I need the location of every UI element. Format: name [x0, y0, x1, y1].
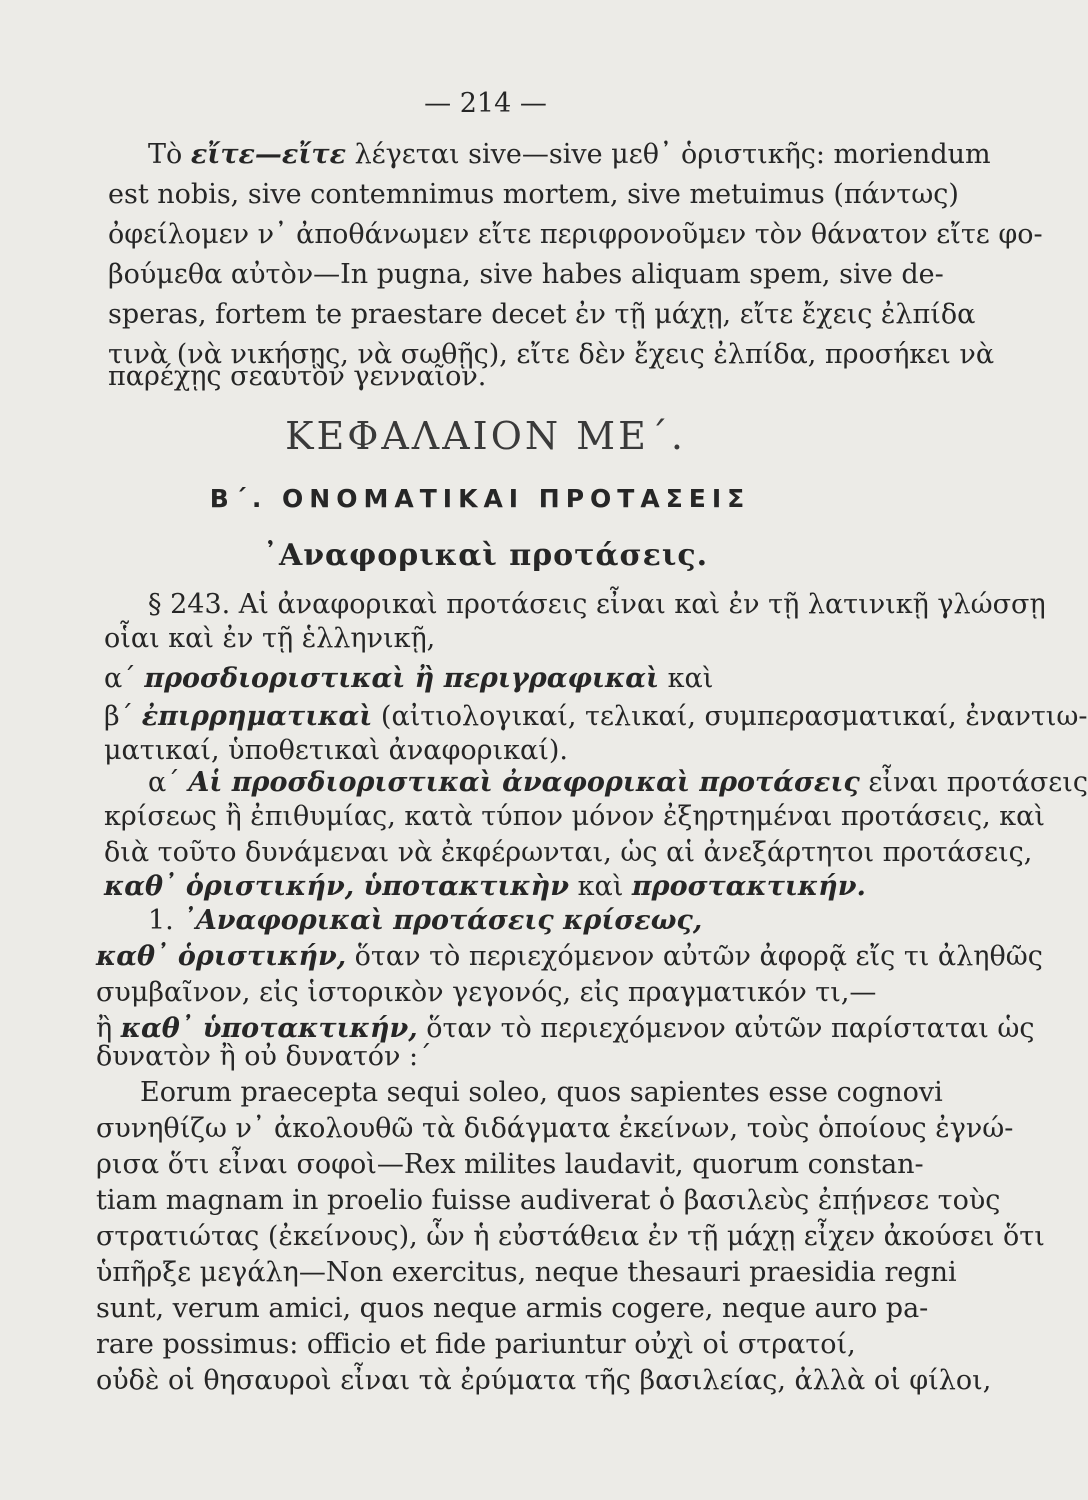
- chapter-title: ΚΕΦΑΛΑΙΟΝ ΜΕ΄.: [285, 414, 686, 458]
- text-line: [96, 1040, 432, 1074]
- text-run: ὅταν τὸ περιεχόμενον αὐτῶν ἀφορᾷ εἴς τι ἀληθῶς: [346, 941, 1043, 972]
- section-heading: Β΄. ΟΝΟΜΑΤΙΚΑΙ ΠΡΟΤΑΣΕΙΣ: [209, 484, 751, 513]
- text-line: [148, 766, 1088, 800]
- text-line: [96, 940, 1043, 974]
- text-line: [96, 1112, 1013, 1146]
- text-line: [104, 800, 1045, 834]
- text-run: ἢ: [96, 1013, 121, 1044]
- text-run: οἷαι καὶ ἐν τῇ ἑλληνικῇ,: [104, 623, 436, 654]
- emphasized-text: ἐπιρρηματικαὶ: [141, 701, 373, 732]
- text-line: [96, 1364, 991, 1398]
- text-line: [108, 360, 486, 394]
- text-run: τινὰ (νὰ νικήσῃς, νὰ σωθῇς), εἴτε δὲν ἔχεις ἐλπίδα, προσήκει νὰ: [108, 339, 995, 370]
- text-line: [148, 138, 991, 172]
- text-line: [104, 662, 713, 696]
- emphasized-text: προσδιοριστικαὶ ἢ περιγραφικαὶ: [144, 663, 660, 694]
- text-run: καὶ: [659, 663, 714, 694]
- text-line: [104, 734, 568, 768]
- text-run: tiam magnam in proelio fuisse audiverat ὁ βασιλεὺς ἐπῄνεσε τοὺς: [96, 1185, 1001, 1216]
- text-line: [96, 976, 876, 1010]
- text-line: [96, 1148, 924, 1182]
- text-run: rare possimus: officio et fide pariuntur οὐχὶ οἱ στρατοί,: [96, 1329, 856, 1360]
- text-run: α΄: [104, 663, 145, 694]
- text-run: καὶ: [569, 871, 632, 902]
- text-line: [140, 1076, 943, 1110]
- page-number: — 214 —: [424, 88, 547, 119]
- emphasized-text: καθ᾽ ὁριστικήν, ὑποτακτικὴν: [104, 871, 570, 902]
- text-run: ρισα ὅτι εἶναι σοφοὶ—Rex milites laudavit, quorum constan-: [96, 1149, 924, 1180]
- text-run: ματικαί, ὑποθετικαὶ ἀναφορικαί).: [104, 735, 568, 766]
- text-run: α΄: [148, 767, 189, 798]
- text-run: εἶναι προτάσεις: [859, 767, 1088, 798]
- text-run: 1.: [148, 905, 183, 936]
- text-line: [104, 836, 1032, 870]
- text-line: [96, 1220, 1045, 1254]
- text-line: [148, 588, 1046, 622]
- text-run: παρέχῃς σεαυτὸν γενναῖον.: [108, 361, 487, 392]
- text-run: est nobis, sive contemnimus mortem, sive metuimus (πάντως): [108, 179, 959, 210]
- text-run: ὑπῆρξε μεγάλη—Non exercitus, neque thesauri praesidia regni: [96, 1257, 957, 1288]
- text-run: (αἰτιολογικαί, τελικαί, συμπερασματικαί, ἐναντιω-: [372, 701, 1088, 732]
- text-run: συνηθίζω ν᾽ ἀκολουθῶ τὰ διδάγματα ἐκείνων, τοὺς ὁποίους ἐγνώ-: [96, 1113, 1014, 1144]
- emphasized-text: προστακτικήν.: [631, 871, 866, 902]
- text-line: [96, 1256, 957, 1290]
- subheading: ᾿Αναφορικαὶ προτάσεις.: [262, 538, 709, 573]
- emphasized-text: καθ᾽ ὑποτακτικήν,: [120, 1013, 418, 1044]
- emphasized-text: Αἱ προσδιοριστικαὶ ἀναφορικαὶ προτάσεις: [188, 767, 860, 798]
- text-run: δυνατὸν ἢ οὐ δυνατόν :΄: [96, 1041, 432, 1072]
- text-line: [148, 904, 702, 938]
- text-run: ὀφείλομεν ν᾽ ἀποθάνωμεν εἴτε περιφρονοῦμεν τὸν θάνατον εἴτε φο-: [108, 219, 1043, 250]
- text-run: λέγεται sive—sive μεθ᾽ ὁριστικῆς: moriendum: [345, 139, 991, 170]
- text-line: [108, 298, 975, 332]
- text-run: Eorum praecepta sequi soleo, quos sapientes esse cognovi: [140, 1077, 943, 1108]
- text-line: [104, 622, 435, 656]
- emphasized-text: εἴτε—εἴτε: [190, 139, 346, 170]
- text-run: βούμεθα αὐτὸν—In pugna, sive habes aliquam spem, sive de-: [108, 259, 944, 290]
- text-line: [108, 258, 944, 292]
- text-run: κρίσεως ἢ ἐπιθυμίας, κατὰ τύπον μόνον ἐξηρτημέναι προτάσεις, καὶ: [104, 801, 1045, 832]
- emphasized-text: ᾿Αναφορικαὶ προτάσεις κρίσεως,: [182, 905, 703, 936]
- text-line: [96, 1292, 928, 1326]
- text-run: συμβαῖνον, εἰς ἱστορικὸν γεγονός, εἰς πραγματικόν τι,—: [96, 977, 877, 1008]
- text-run: στρατιώτας (ἐκείνους), ὧν ἡ εὐστάθεια ἐν τῇ μάχῃ εἶχεν ἀκούσει ὅτι: [96, 1221, 1045, 1252]
- text-run: § 243. Αἱ ἀναφορικαὶ προτάσεις εἶναι καὶ ἐν τῇ λατινικῇ γλώσσῃ: [148, 589, 1046, 620]
- text-run: ὅταν τὸ περιεχόμενον αὐτῶν παρίσταται ὡς: [417, 1013, 1035, 1044]
- text-line: [96, 1328, 856, 1362]
- text-run: speras, fortem te praestare decet ἐν τῇ μάχῃ, εἴτε ἔχεις ἐλπίδα: [108, 299, 976, 330]
- text-line: [104, 700, 1088, 734]
- text-run: sunt, verum amici, quos neque armis cogere, neque auro pa-: [96, 1293, 929, 1324]
- text-line: [104, 870, 866, 904]
- text-line: [108, 218, 1043, 252]
- text-line: [108, 178, 959, 212]
- text-run: β΄: [104, 701, 142, 732]
- emphasized-text: καθ᾽ ὁριστικήν,: [96, 941, 347, 972]
- text-run: οὐδὲ οἱ θησαυροὶ εἶναι τὰ ἐρύματα τῆς βασιλείας, ἀλλὰ οἱ φίλοι,: [96, 1365, 992, 1396]
- text-line: [96, 1184, 1000, 1218]
- text-run: διὰ τοῦτο δυνάμεναι νὰ ἐκφέρωνται, ὡς αἱ ἀνεξάρτητοι προτάσεις,: [104, 837, 1033, 868]
- text-run: Τὸ: [148, 139, 191, 170]
